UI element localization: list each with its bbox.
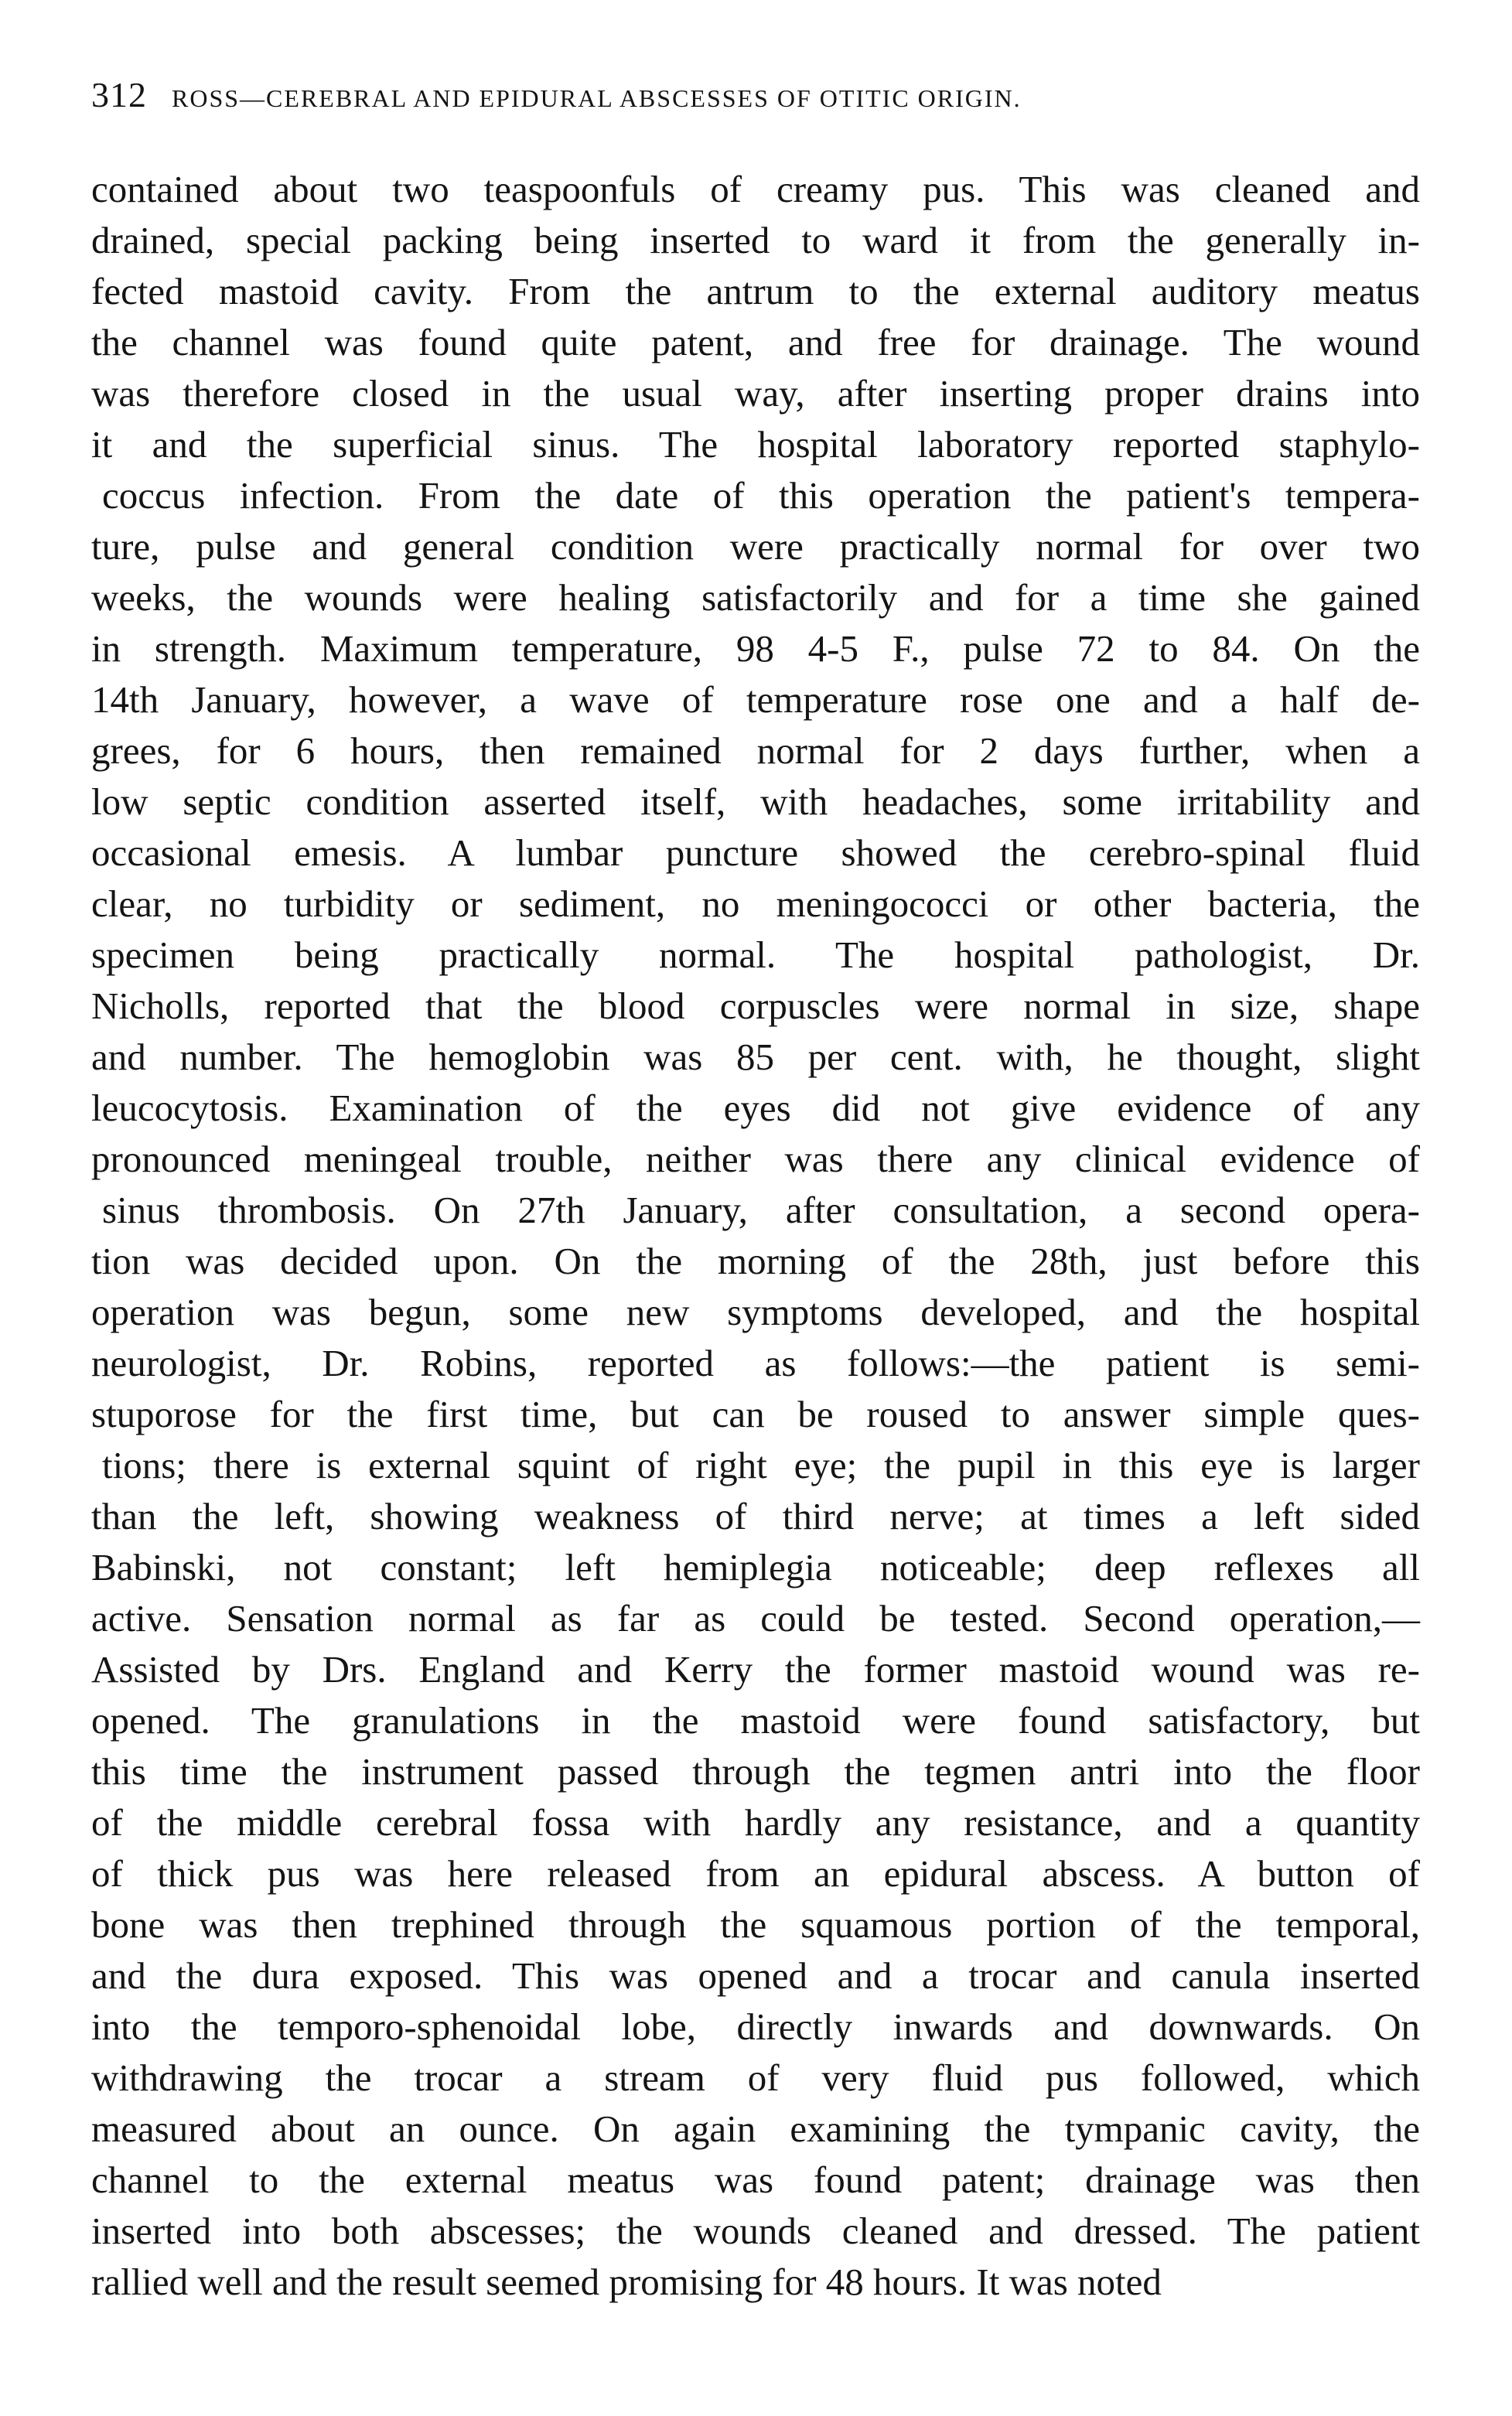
text-line: operation was begun, some new symptoms developed, and the hospital: [91, 1291, 1420, 1333]
text-line: occasional emesis. A lumbar puncture showed the cerebro-spinal fluid: [91, 831, 1420, 874]
text-line: Babinski, not constant; left hemiplegia noticeable; deep reflexes all: [91, 1546, 1420, 1588]
text-line: and the dura exposed. This was opened and a trocar and canula inserted: [91, 1954, 1420, 1997]
text-line: was therefore closed in the usual way, after inserting proper drains into: [91, 372, 1420, 415]
text-line: ture, pulse and general condition were practically normal for over two: [91, 525, 1420, 568]
text-line: channel to the external meatus was found patent; drainage was then: [91, 2158, 1420, 2201]
text-line: of thick pus was here released from an epidural abscess. A button of: [91, 1852, 1420, 1895]
text-line: active. Sensation normal as far as could be tested. Second operation,—: [91, 1597, 1420, 1640]
text-line: grees, for 6 hours, then remained normal for 2 days further, when a: [91, 729, 1420, 772]
text-line: inserted into both abscesses; the wounds cleaned and dressed. The patient: [91, 2210, 1420, 2252]
text-line: tion was decided upon. On the morning of the 28th, just before this: [91, 1240, 1420, 1282]
running-title: ROSS—CEREBRAL AND EPIDURAL ABSCESSES OF OTITIC ORIGIN.: [172, 84, 1022, 112]
text-line: into the temporo-sphenoidal lobe, directly inwards and downwards. On: [91, 2005, 1420, 2048]
text-line: pronounced meningeal trouble, neither was there any clinical evidence of: [91, 1138, 1420, 1180]
text-line: leucocytosis. Examination of the eyes did not give evidence of any: [91, 1087, 1420, 1129]
text-line: measured about an ounce. On again examining the tympanic cavity, the: [91, 2107, 1420, 2150]
text-line: drained, special packing being inserted to ward it from the generally in-: [91, 219, 1420, 261]
text-line: in strength. Maximum temperature, 98 4-5 F., pulse 72 to 84. On the: [91, 627, 1420, 670]
body-text: [91, 164, 1420, 2308]
text-line: low septic condition asserted itself, with headaches, some irritability and: [91, 780, 1420, 823]
text-line: rallied well and the result seemed promising for 48 hours. It was noted: [91, 2261, 1162, 2303]
text-line: bone was then trephined through the squamous portion of the temporal,: [91, 1903, 1420, 1946]
text-line: than the left, showing weakness of third nerve; at times a left sided: [91, 1495, 1420, 1537]
text-line: clear, no turbidity or sediment, no meningococci or other bacteria, the: [91, 882, 1420, 925]
text-line: weeks, the wounds were healing satisfactorily and for a time she gained: [91, 576, 1420, 619]
text-line: contained about two teaspoonfuls of creamy pus. This was cleaned and: [91, 168, 1420, 210]
text-line: withdrawing the trocar a stream of very fluid pus followed, which: [91, 2056, 1420, 2099]
text-line: stuporose for the first time, but can be roused to answer simple ques-: [91, 1393, 1420, 1435]
text-line: the channel was found quite patent, and free for drainage. The wound: [91, 321, 1420, 363]
text-line: neurologist, Dr. Robins, reported as follows:—the patient is semi-: [91, 1342, 1420, 1384]
text-line: this time the instrument passed through the tegmen antri into the floor: [91, 1750, 1420, 1793]
text-line: opened. The granulations in the mastoid were found satisfactory, but: [91, 1699, 1420, 1742]
page-number: 312: [91, 75, 147, 114]
text-line: coccus infection. From the date of this operation the patient's tempera-: [102, 474, 1420, 517]
text-line: fected mastoid cavity. From the antrum to the external auditory meatus: [91, 270, 1420, 312]
text-line: and number. The hemoglobin was 85 per cent. with, he thought, slight: [91, 1036, 1420, 1078]
text-line: of the middle cerebral fossa with hardly any resistance, and a quantity: [91, 1801, 1420, 1844]
text-line: specimen being practically normal. The hospital pathologist, Dr.: [91, 933, 1420, 976]
text-line: sinus thrombosis. On 27th January, after consultation, a second opera-: [102, 1189, 1420, 1231]
text-line: it and the superficial sinus. The hospital laboratory reported staphylo-: [91, 423, 1420, 466]
text-line: Nicholls, reported that the blood corpuscles were normal in size, shape: [91, 984, 1420, 1027]
text-line: tions; there is external squint of right eye; the pupil in this eye is larger: [102, 1444, 1420, 1486]
text-line: Assisted by Drs. England and Kerry the former mastoid wound was re-: [91, 1648, 1420, 1691]
text-line: 14th January, however, a wave of temperature rose one and a half de-: [91, 678, 1420, 721]
running-head: [91, 74, 1422, 128]
